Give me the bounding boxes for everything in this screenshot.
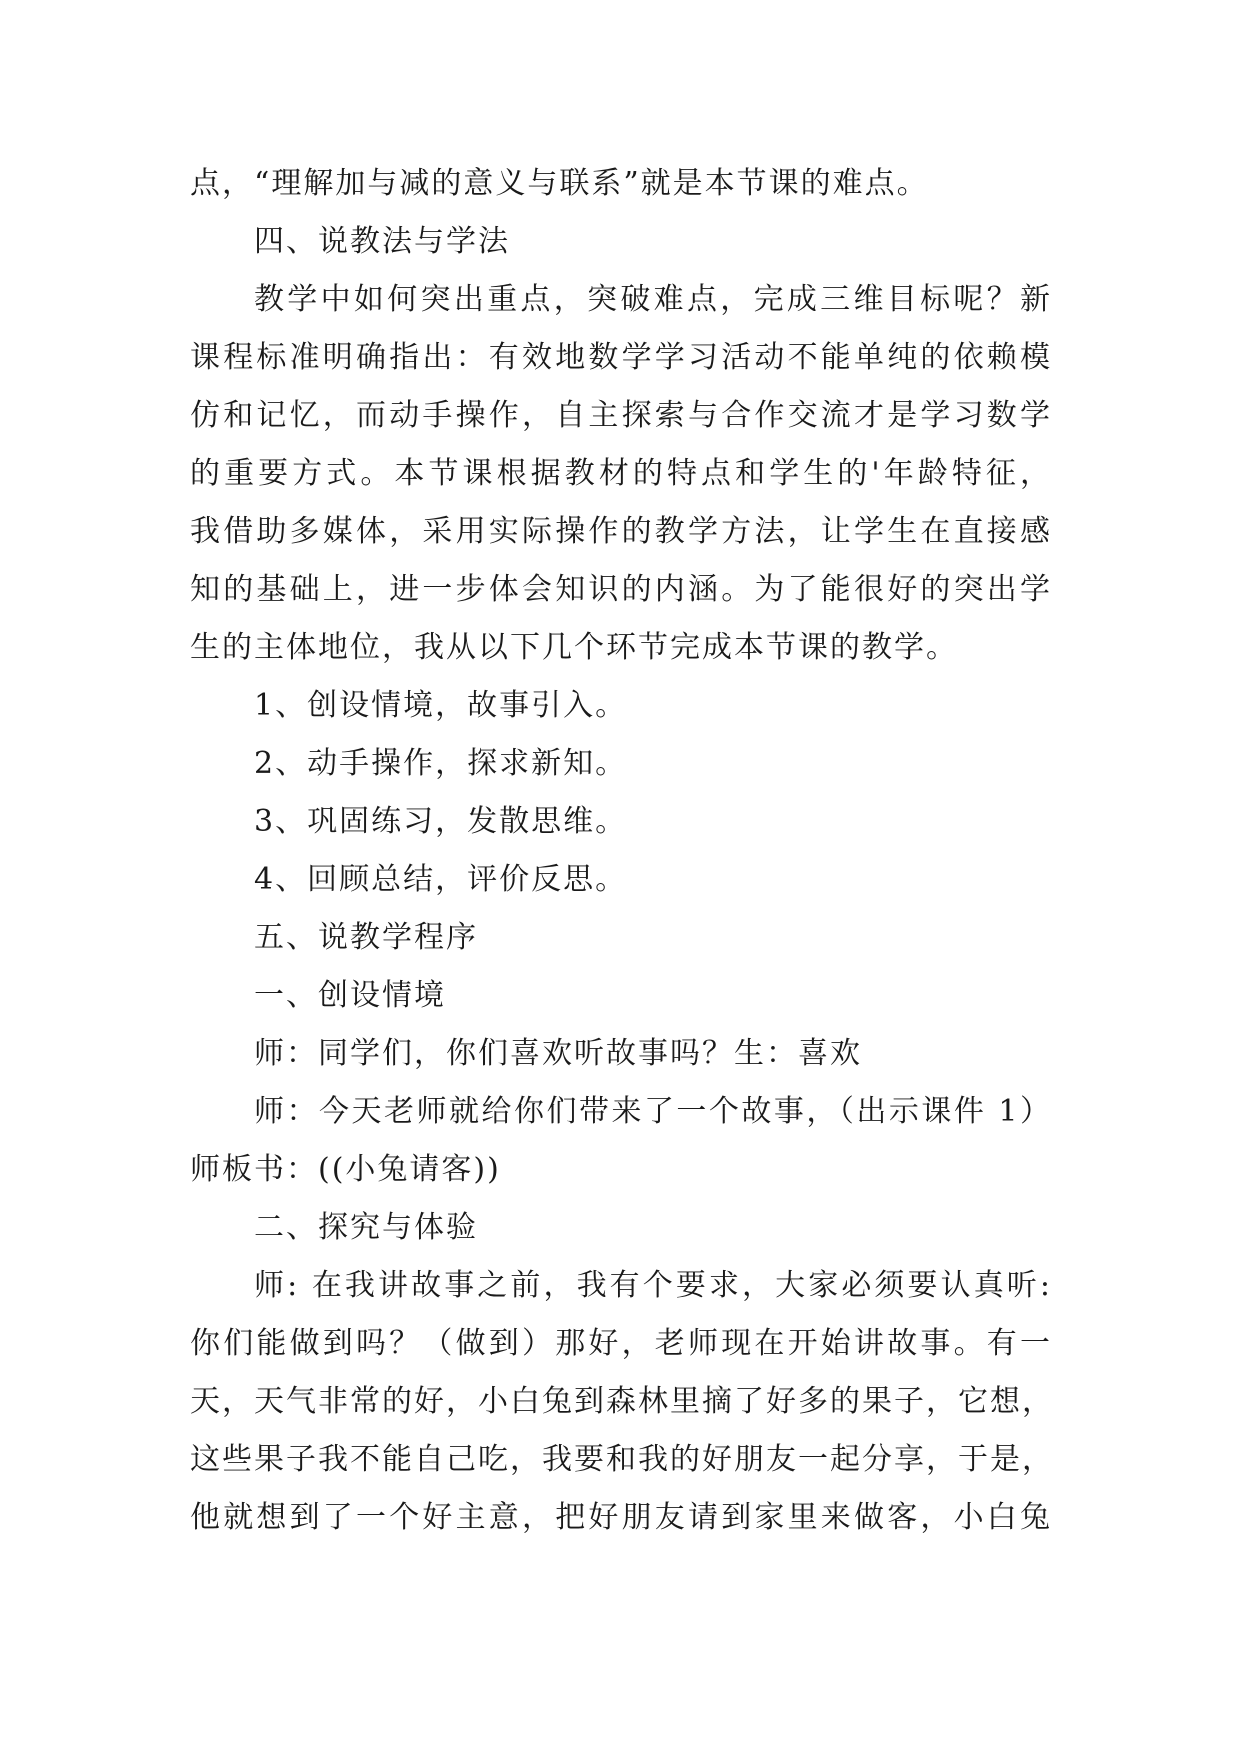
document-body — [190, 155, 1052, 1547]
text-line: 二、探究与体验 — [254, 1210, 478, 1245]
text-line: 的重要方式。本节课根据教材的特点和学生的'年龄特征， — [190, 456, 1052, 491]
text-line: 师：今天老师就给你们带来了一个故事，（出示课件 1） — [254, 1094, 1052, 1129]
text-line: 1、创设情境，故事引入。 — [254, 688, 628, 723]
text-line: 一、创设情境 — [254, 978, 446, 1013]
text-line: 四、说教法与学法 — [254, 224, 510, 259]
text-line: 他就想到了一个好主意，把好朋友请到家里来做客，小白兔 — [190, 1500, 1052, 1535]
text-line: 这些果子我不能自己吃，我要和我的好朋友一起分享，于是， — [190, 1442, 1054, 1477]
text-line: 仿和记忆，而动手操作，自主探索与合作交流才是学习数学 — [190, 398, 1052, 433]
text-line: 生的主体地位，我从以下几个环节完成本节课的教学。 — [190, 630, 958, 665]
text-line: 师：同学们，你们喜欢听故事吗？生：喜欢 — [254, 1036, 862, 1071]
text-line: 五、说教学程序 — [254, 920, 478, 955]
text-line: 你们能做到吗？（做到）那好，老师现在开始讲故事。有一 — [190, 1326, 1052, 1361]
text-line: 我借助多媒体，采用实际操作的教学方法，让学生在直接感 — [190, 514, 1052, 549]
text-line: 4、回顾总结，评价反思。 — [254, 862, 628, 897]
text-line: 教学中如何突出重点，突破难点，完成三维目标呢？新 — [254, 282, 1052, 317]
text-line: 课程标准明确指出：有效地数学学习活动不能单纯的依赖模 — [190, 340, 1052, 375]
text-line: 知的基础上，进一步体会知识的内涵。为了能很好的突出学 — [190, 572, 1052, 607]
text-line: 2、动手操作，探求新知。 — [254, 746, 628, 781]
text-line: 师板书：((小兔请客)) — [190, 1152, 501, 1187]
text-line: 点，“理解加与减的意义与联系”就是本节课的难点。 — [190, 166, 929, 201]
text-line: 师: 在我讲故事之前，我有个要求，大家必须要认真听: — [254, 1268, 1052, 1303]
text-line: 3、巩固练习，发散思维。 — [254, 804, 628, 839]
text-line: 天，天气非常的好，小白兔到森林里摘了好多的果子，它想， — [190, 1384, 1054, 1419]
